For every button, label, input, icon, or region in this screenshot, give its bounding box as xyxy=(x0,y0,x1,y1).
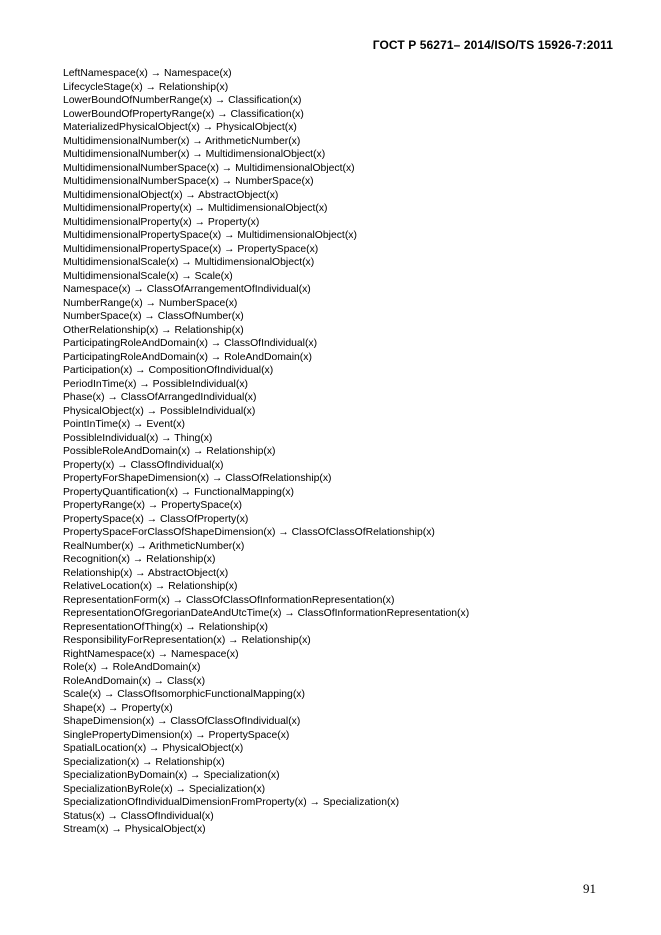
axiom-line: RelativeLocation(x) → Relationship(x) xyxy=(63,581,238,592)
axiom-line: RepresentationOfThing(x) → Relationship(x) xyxy=(63,621,269,633)
axiom-line: MultidimensionalNumberSpace(x) → MultidimensionalObject(x) xyxy=(63,162,355,174)
axiom-line: MultidimensionalScale(x) → MultidimensionalObject(x) xyxy=(63,257,315,268)
page-number: 91 xyxy=(583,881,596,896)
axiom-line: PropertyQuantification(x) → FunctionalMapping(x) xyxy=(63,486,294,498)
axiom-line: SinglePropertyDimension(x) → PropertySpace(x) xyxy=(63,729,290,741)
axiom-line: PropertySpace(x) → ClassOfProperty(x) xyxy=(63,513,249,525)
axiom-line: SpatialLocation(x) → PhysicalObject(x) xyxy=(63,743,244,754)
axiom-line: RepresentationForm(x) → ClassOfClassOfInformationRepresentation(x) xyxy=(63,594,395,606)
axiom-line: MaterializedPhysicalObject(x) → PhysicalObject(x) xyxy=(63,122,297,133)
axiom-line: Shape(x) → Property(x) xyxy=(63,702,173,714)
axiom-line: SpecializationOfIndividualDimensionFromProperty(x) → Specialization(x) xyxy=(63,797,400,808)
axiom-line: PointInTime(x) → Event(x) xyxy=(63,419,186,430)
axiom-line: Participation(x) → CompositionOfIndividual(x) xyxy=(63,365,274,376)
axiom-line: SpecializationByRole(x) → Specialization(x) xyxy=(63,783,266,795)
axiom-list xyxy=(63,67,469,837)
axiom-line: LifecycleStage(x) → Relationship(x) xyxy=(63,81,229,93)
axiom-line: Status(x) → ClassOfIndividual(x) xyxy=(63,810,214,822)
axiom-line: PhysicalObject(x) → PossibleIndividual(x) xyxy=(63,405,256,417)
axiom-line: PropertyRange(x) → PropertySpace(x) xyxy=(63,500,243,511)
axiom-line: OtherRelationship(x) → Relationship(x) xyxy=(63,324,244,336)
axiom-line: LowerBoundOfPropertyRange(x) → Classification(x) xyxy=(63,108,304,120)
axiom-line: ParticipatingRoleAndDomain(x) → ClassOfIndividual(x) xyxy=(63,338,318,349)
axiom-line: PeriodInTime(x) → PossibleIndividual(x) xyxy=(63,378,248,390)
axiom-line: Stream(x) → PhysicalObject(x) xyxy=(63,824,206,835)
axiom-line: MultidimensionalPropertySpace(x) → PropertySpace(x) xyxy=(63,243,319,255)
axiom-line: Scale(x) → ClassOfIsomorphicFunctionalMapping(x) xyxy=(63,689,305,700)
axiom-line: MultidimensionalNumberSpace(x) → NumberSpace(x) xyxy=(63,176,314,187)
axiom-line: Recognition(x) → Relationship(x) xyxy=(63,554,216,565)
axiom-line: LowerBoundOfNumberRange(x) → Classification(x) xyxy=(63,95,302,106)
axiom-line: RealNumber(x) → ArithmeticNumber(x) xyxy=(63,540,245,552)
axiom-line: ResponsibilityForRepresentation(x) → Relationship(x) xyxy=(63,635,311,646)
axiom-line: MultidimensionalScale(x) → Scale(x) xyxy=(63,270,233,282)
axiom-line: Specialization(x) → Relationship(x) xyxy=(63,756,225,768)
axiom-line: MultidimensionalNumber(x) → MultidimensionalObject(x) xyxy=(63,149,326,160)
axiom-line: NumberRange(x) → NumberSpace(x) xyxy=(63,297,238,309)
axiom-line: PossibleIndividual(x) → Thing(x) xyxy=(63,432,213,444)
axiom-line: Role(x) → RoleAndDomain(x) xyxy=(63,662,201,673)
axiom-line: MultidimensionalProperty(x) → Property(x) xyxy=(63,216,260,228)
axiom-line: MultidimensionalNumber(x) → ArithmeticNumber(x) xyxy=(63,135,301,147)
axiom-line: Phase(x) → ClassOfArrangedIndividual(x) xyxy=(63,392,257,403)
axiom-line: MultidimensionalPropertySpace(x) → MultidimensionalObject(x) xyxy=(63,230,357,241)
axiom-line: PropertySpaceForClassOfShapeDimension(x) → ClassOfClassOfRelationship(x) xyxy=(63,527,435,538)
axiom-line: RightNamespace(x) → Namespace(x) xyxy=(63,648,239,660)
axiom-line: Relationship(x) → AbstractObject(x) xyxy=(63,567,229,579)
axiom-line: Property(x) → ClassOfIndividual(x) xyxy=(63,459,224,471)
axiom-line: SpecializationByDomain(x) → Specialization(x) xyxy=(63,770,280,781)
axiom-line: RoleAndDomain(x) → Class(x) xyxy=(63,675,206,687)
axiom-line: ShapeDimension(x) → ClassOfClassOfIndividual(x) xyxy=(63,716,301,727)
axiom-line: PossibleRoleAndDomain(x) → Relationship(x) xyxy=(63,446,276,457)
axiom-line: PropertyForShapeDimension(x) → ClassOfRelationship(x) xyxy=(63,473,332,484)
axiom-line: RepresentationOfGregorianDateAndUtcTime(x) → ClassOfInformationRepresentation(x) xyxy=(63,608,470,619)
axiom-line: MultidimensionalObject(x) → AbstractObject(x) xyxy=(63,189,279,201)
axiom-line: MultidimensionalProperty(x) → MultidimensionalObject(x) xyxy=(63,203,328,214)
axiom-line: ParticipatingRoleAndDomain(x) → RoleAndDomain(x) xyxy=(63,351,312,363)
axiom-line: Namespace(x) → ClassOfArrangementOfIndividual(x) xyxy=(63,284,311,295)
axiom-line: NumberSpace(x) → ClassOfNumber(x) xyxy=(63,311,244,322)
document-header: ГОСТ Р 56271– 2014/ISO/TS 15926-7:2011 xyxy=(372,38,613,52)
axiom-line: LeftNamespace(x) → Namespace(x) xyxy=(63,68,232,79)
